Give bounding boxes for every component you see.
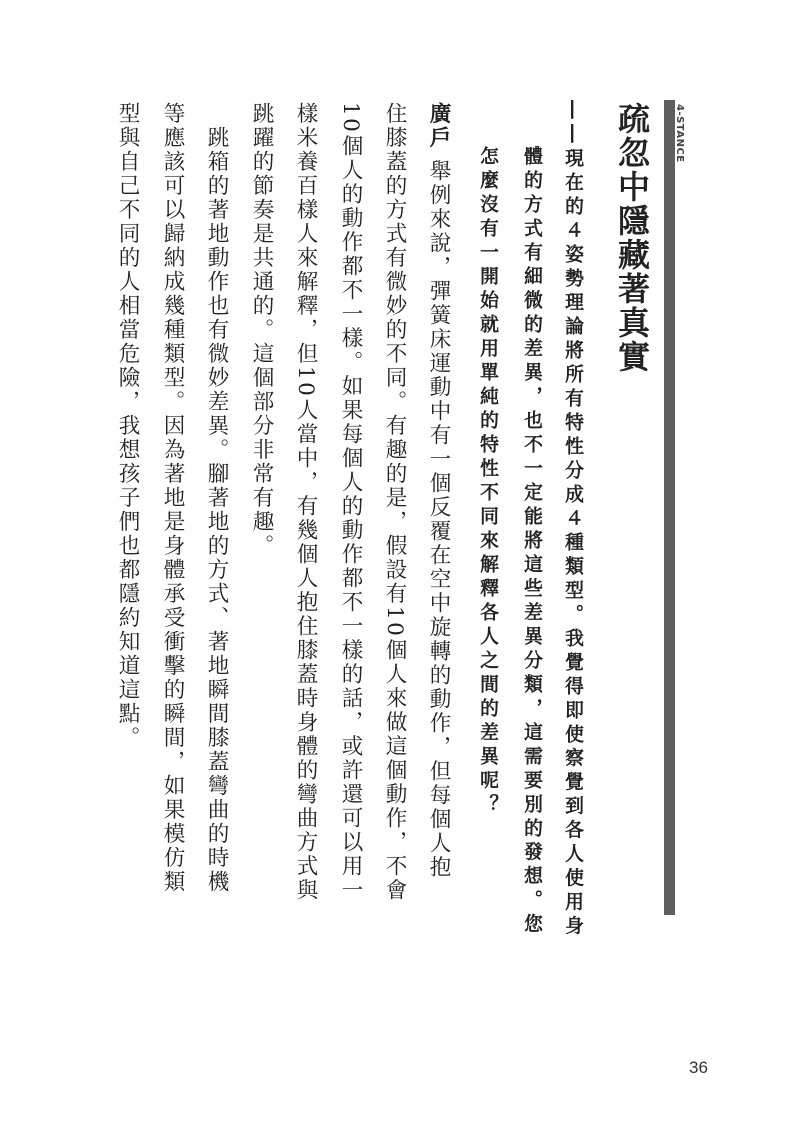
- page-number: 36: [689, 1058, 708, 1077]
- answer-line-8: 型與自己不同的人相當危險，我想孩子們也都隱約知道這點。: [115, 102, 140, 750]
- answer-line-6: 跳箱的著地動作也有微妙差異。腳著地的方式、著地瞬間膝蓋彎曲的時機: [204, 126, 229, 894]
- answer-line-1-text: 舉例來說，彈簧床運動中有一個反覆在空中旋轉的動作，但每個人抱: [426, 159, 451, 880]
- side-tab-label: 4-STANCE: [674, 104, 685, 163]
- answer-line-4: 樣米養百樣人來解釋，但10人當中，有幾個人抱住膝蓋時身體的彎曲方式與: [293, 102, 318, 903]
- answer-line-3: 10個人的動作都不一樣。如果每個人的動作都不一樣的話，或許還可以用一: [338, 102, 363, 903]
- answer-line-5: 跳躍的節奏是共通的。這個部分非常有趣。: [249, 102, 274, 558]
- answer-line-7: 等應該可以歸納成幾種類型。因為著地是身體承受衝擊的瞬間，如果模仿類: [160, 102, 185, 894]
- answer-line-2: 住膝蓋的方式有微妙的不同。有趣的是，假設有10個人來做這個動作，不會: [382, 102, 407, 903]
- question-line-3: 怎麼沒有一開始就用單純的特性不同來解釋各人之間的差異呢？: [477, 146, 498, 818]
- question-line-1: ――現在的４姿勢理論將所有特性分成４種類型。我覺得即使察覺到各人使用身: [562, 100, 583, 940]
- question-line-2: 體的方式有細微的差異，也不一定能將這些差異分類，這需要別的發想。您: [521, 146, 542, 938]
- speaker-name: 廣戶: [426, 102, 451, 150]
- section-title: 疏忽中隱藏著真實: [613, 102, 651, 374]
- answer-line-1: [427, 102, 449, 879]
- side-tab-bar: [664, 100, 675, 915]
